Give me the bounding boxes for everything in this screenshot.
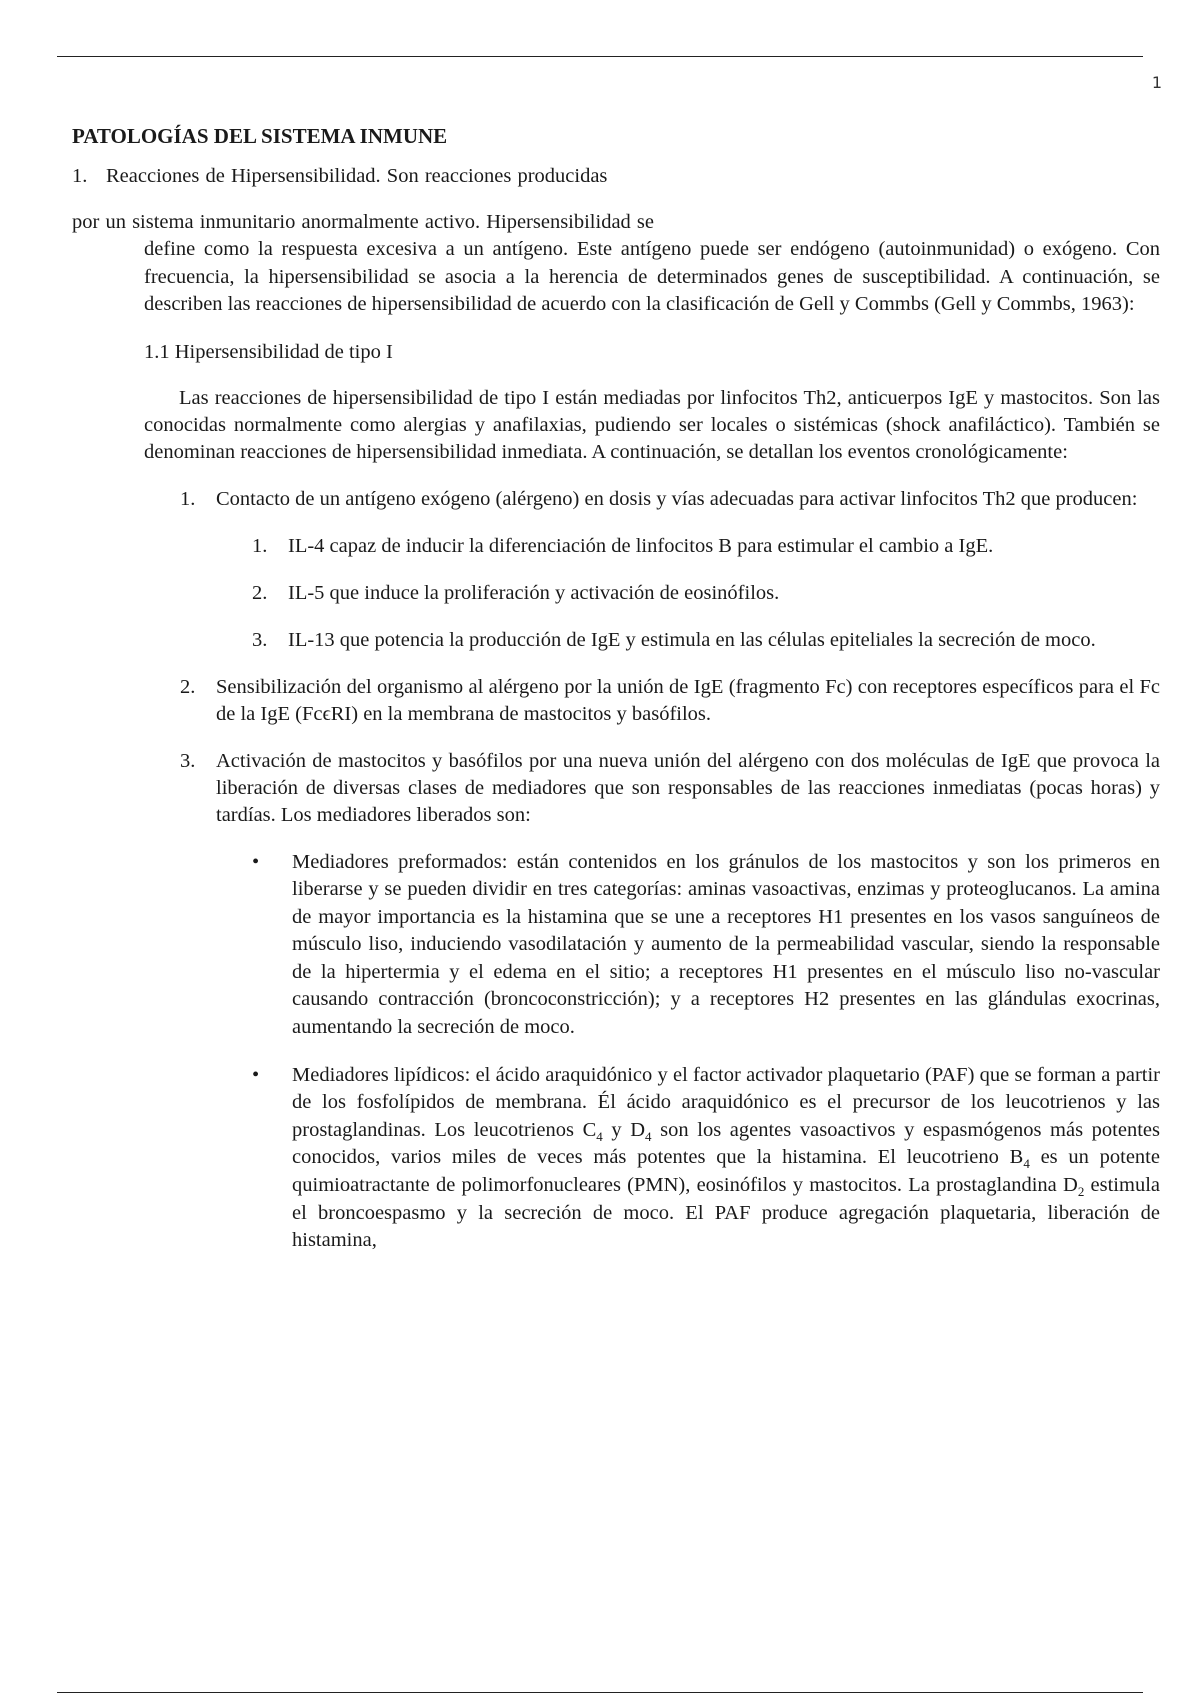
mediator-lipid-text-part: y D bbox=[602, 1118, 646, 1141]
section-1-line-1: Reacciones de Hipersensibilidad. Son reacciones producidas bbox=[106, 165, 608, 187]
event-number: 1. bbox=[180, 487, 196, 510]
subscript: 4 bbox=[645, 1128, 652, 1144]
event-number: 3. bbox=[180, 749, 196, 772]
page-title: PATOLOGÍAS DEL SISTEMA INMUNE bbox=[72, 124, 448, 148]
subsection-heading: 1.1 Hipersensibilidad de tipo I bbox=[144, 340, 393, 363]
mediator-preformed-item bbox=[252, 849, 1160, 1042]
event-item-1 bbox=[180, 486, 1160, 654]
event-text: Contacto de un antígeno exógeno (alérgeno) en dosis y vías adecuadas para activar linfocitos Th2 que producen: bbox=[216, 487, 1138, 510]
event-text: Sensibilización del organismo al alérgeno por la unión de IgE (fragmento Fc) con receptores específicos para el Fc de la IgE (FcϵRI) en la membrana de mastocitos y basófilos. bbox=[216, 675, 1160, 725]
event-item-2 bbox=[180, 674, 1160, 728]
interleukin-text: IL-13 que potencia la producción de IgE y estimula en las células epiteliales la secreción de moco. bbox=[288, 628, 1096, 651]
mediator-lipid-text-part: Mediadores lipídicos: el ácido araquidónico y el factor activador plaquetario (PAF) que se forman a partir de los fosfolípidos de membrana. Él ácido araquidónico es el precursor de los leucotrienos y las prostaglandinas. Los leucotrienos C bbox=[292, 1063, 1160, 1141]
mediator-lipid-text bbox=[292, 1064, 1160, 1252]
mediator-lipid-text-part: son los agentes vasoactivos y espasmógenos más potentes conocidos, varios miles de veces más potentes que la histamina. El leucotrieno B bbox=[292, 1118, 1160, 1169]
interleukin-number: 3. bbox=[252, 628, 268, 651]
page-number: 1 bbox=[1151, 73, 1162, 92]
bullet-marker: • bbox=[252, 1063, 260, 1086]
event-number: 2. bbox=[180, 675, 196, 698]
bullet-marker: • bbox=[252, 850, 260, 873]
event-item-3 bbox=[180, 748, 1160, 1255]
mediator-lipid-item bbox=[252, 1062, 1160, 1255]
interleukin-item-3 bbox=[252, 627, 1160, 654]
section-1-number: 1. bbox=[72, 165, 88, 187]
interleukin-number: 2. bbox=[252, 581, 268, 604]
subscript: 4 bbox=[596, 1128, 603, 1144]
mediator-lipid-text-part: estimula el broncoespasmo y la secreción de moco. El PAF produce agregación plaquetaria, liberación de histamina, bbox=[292, 1174, 1160, 1252]
section-1-continuation: define como la respuesta excesiva a un antígeno. Este antígeno puede ser endógeno (autoinmunidad) o exógeno. Con frecuencia, la hipersensibilidad se asocia a la herencia de determinados genes de susceptibilidad. A continuación, se describen las reacciones de hipersensibilidad de acuerdo con la clasificación de Gell y Commbs (Gell y Commbs, 1963): bbox=[144, 238, 1160, 315]
interleukin-item-2 bbox=[252, 580, 1160, 607]
interleukin-number: 1. bbox=[252, 534, 268, 557]
mediator-preformed-text: Mediadores preformados: están contenidos en los gránulos de los mastocitos y son los primeros en liberarse y se pueden dividir en tres categorías: aminas vasoactivas, enzimas y proteoglucanos. La amina de mayor importancia es la histamina que se une a receptores H1 presentes en los vasos sanguíneos de músculo liso, induciendo vasodilatación y aumento de la permeabilidad vascular, siendo la responsable de la hipertermia y el edema en el sitio; a receptores H1 presentes en el músculo liso no-vascular causando contracción (broncoconstricción); y a receptores H2 presentes en las glándulas exocrinas, aumentando la secreción de moco. bbox=[292, 850, 1160, 1039]
footer-rule bbox=[57, 1692, 1143, 1693]
interleukin-text: IL-5 que induce la proliferación y activación de eosinófilos. bbox=[288, 581, 780, 604]
interleukin-item-1 bbox=[252, 533, 1160, 560]
section-1-heading-line bbox=[72, 162, 1160, 190]
mediators-list bbox=[252, 849, 1160, 1255]
document-body bbox=[72, 122, 1160, 1255]
interleukin-text: IL-4 capaz de inducir la diferenciación de linfocitos B para estimular el cambio a IgE. bbox=[288, 534, 994, 557]
header-rule bbox=[57, 56, 1143, 57]
section-1-line-2: por un sistema inmunitario anormalmente activo. Hipersensibilidad se bbox=[72, 211, 655, 233]
event-text: Activación de mastocitos y basófilos por una nueva unión del alérgeno con dos moléculas de IgE que provoca la liberación de diversas clases de mediadores que son responsables de las reacciones inmediatas (pocas horas) y tardías. Los mediadores liberados son: bbox=[216, 749, 1160, 826]
subscript: 2 bbox=[1077, 1184, 1085, 1200]
mediator-lipid-text-part: es un potente quimioatractante de polimorfonucleares (PMN), eosinófilos y mastocitos. La prostaglandina D bbox=[292, 1146, 1160, 1197]
interleukin-list bbox=[252, 533, 1160, 654]
subsection-intro-paragraph: Las reacciones de hipersensibilidad de tipo I están mediadas por linfocitos Th2, anticuerpos IgE y mastocitos. Son las conocidas normalmente como alergias y anafilaxias, pudiendo ser locales o sistémicas (shock anafiláctico). También se denominan reacciones de hipersensibilidad inmediata. A continuación, se detallan los eventos cronológicamente: bbox=[144, 386, 1160, 463]
subscript: 4 bbox=[1023, 1156, 1030, 1172]
events-list bbox=[180, 486, 1160, 1255]
